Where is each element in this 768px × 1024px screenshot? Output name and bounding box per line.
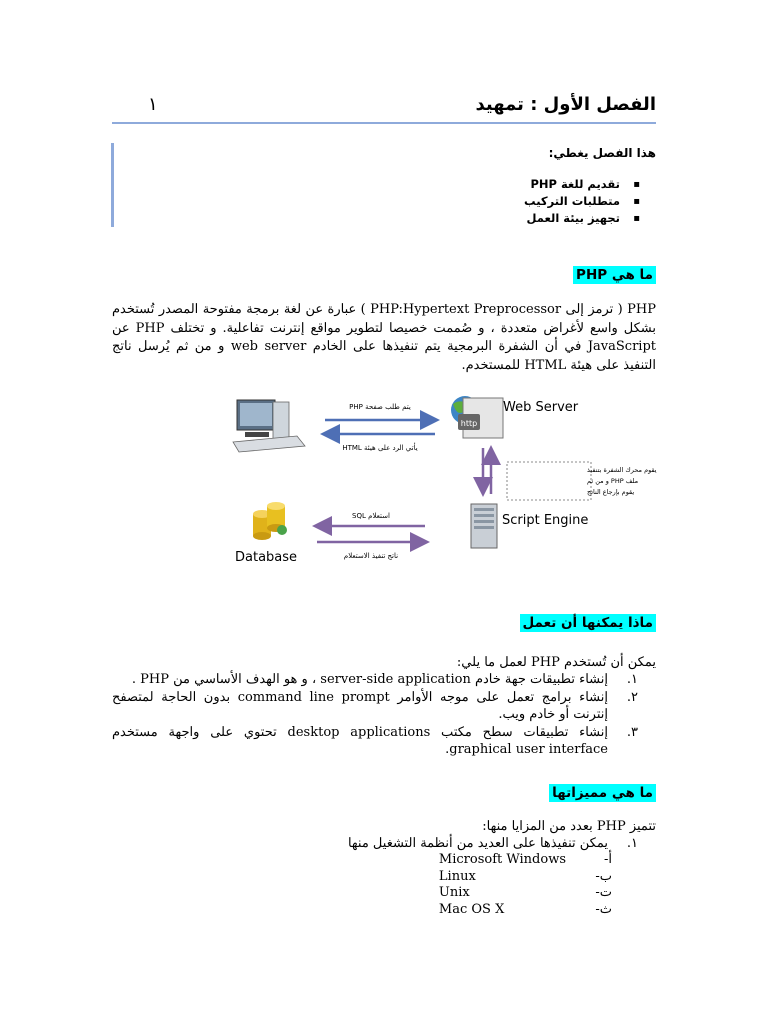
list-number: ١. <box>626 672 638 687</box>
response-label: يأتي الرد على هيئة HTML <box>342 444 418 452</box>
os-name: Microsoft Windows <box>438 852 566 867</box>
http-badge: http <box>460 419 478 428</box>
script-engine-icon <box>471 504 497 548</box>
web-server-label: Web Server <box>503 400 579 415</box>
os-list-item <box>439 902 656 919</box>
database-label: Database <box>235 550 298 565</box>
os-list-mark: ت- <box>595 885 612 900</box>
os-name: Unix <box>438 885 470 900</box>
architecture-diagram <box>225 390 657 580</box>
list-number: ٢. <box>626 689 638 705</box>
section-heading-what-is-php: ما هي PHP <box>573 266 656 284</box>
uses-list <box>112 671 656 759</box>
chapter-title: الفصل الأول : تمهيد <box>475 94 656 115</box>
engine-note-box <box>507 462 591 500</box>
engine-note-line: يقوم بإرجاع الناتج <box>587 488 635 496</box>
features-intro: تتميز PHP بعدد من المزايا منها: <box>482 819 656 834</box>
intro-paragraph: PHP ( ترمز إلى PHP:Hypertext Preprocessor ) عبارة عن لغة برمجة مفتوحة المصدر تُستخدم بشكل واسع لأغراض متعددة ، و صُممت خصيصا لتطوير مواقع إنترنت تفاعلية. و تختلف PHP عن JavaScript في أن الشفرة البرمجية يتم تنفيذها على الخادم web server و من ثم يُرسل ناتج التنفيذ على هيئة HTML للمستخدم. <box>112 302 657 373</box>
list-item <box>112 689 656 724</box>
computer-icon <box>233 400 305 452</box>
os-name: Linux <box>438 868 476 884</box>
list-item-text: يمكن تنفيذها على العديد من أنظمة التشغيل منها <box>347 836 608 851</box>
list-number: ١. <box>626 836 638 851</box>
os-list-item <box>439 885 656 902</box>
list-item-text: إنشاء برامج تعمل على موجه الأوامر command line prompt بدون الحاجة لمتصفح إنترنت أو خادم ويب. <box>112 689 608 722</box>
header-rule <box>112 122 656 124</box>
covers-item: ▪ تقديم للغة PHP <box>524 176 656 193</box>
os-list-mark: ب- <box>595 868 612 884</box>
os-list <box>439 852 656 918</box>
section-heading-features: ما هي مميزاتها <box>549 784 656 802</box>
web-server-icon <box>451 396 503 438</box>
page-header <box>112 94 656 120</box>
section-heading-what-can-it-do: ماذا يمكنها أن تعمل <box>520 614 657 632</box>
features-list <box>348 835 656 853</box>
uses-intro: يمكن أن تُستخدم PHP لعمل ما يلي: <box>456 655 656 670</box>
query-label: استعلام SQL <box>352 512 390 520</box>
list-item-text: إنشاء تطبيقات جهة خادم server-side application ، و هو الهدف الأساسي من PHP . <box>131 672 608 687</box>
list-number: ٣. <box>626 724 638 740</box>
list-item <box>112 724 656 759</box>
os-list-item <box>439 852 656 869</box>
os-list-mark: أ- <box>603 852 612 867</box>
covers-left-bar <box>111 143 114 227</box>
list-item <box>112 671 656 689</box>
request-label: يتم طلب صفحة PHP <box>349 403 411 411</box>
os-list-mark: ث- <box>595 901 612 917</box>
engine-note-line: ملف PHP و من ثم <box>587 477 639 485</box>
covers-item: ▪ متطلبات التركيب <box>524 193 656 210</box>
script-engine-label: Script Engine <box>502 513 589 528</box>
covers-item: ▪ تجهيز بيئة العمل <box>524 210 656 227</box>
covers-list <box>524 176 656 227</box>
engine-note-line: يقوم محرك الشفرة بتنفيذ <box>587 466 657 474</box>
page-number: ١ <box>148 94 158 115</box>
query-result-label: ناتج تنفيذ الاستعلام <box>343 552 399 560</box>
database-icon <box>253 502 287 540</box>
list-item-text: إنشاء تطبيقات سطح مكتب desktop applications تحتوي على واجهة مستخدم graphical user interface. <box>112 724 609 757</box>
os-list-item <box>439 869 656 886</box>
covers-heading: هذا الفصل يغطي: <box>548 146 656 160</box>
list-item <box>348 835 656 853</box>
os-name: Mac OS X <box>438 901 505 917</box>
